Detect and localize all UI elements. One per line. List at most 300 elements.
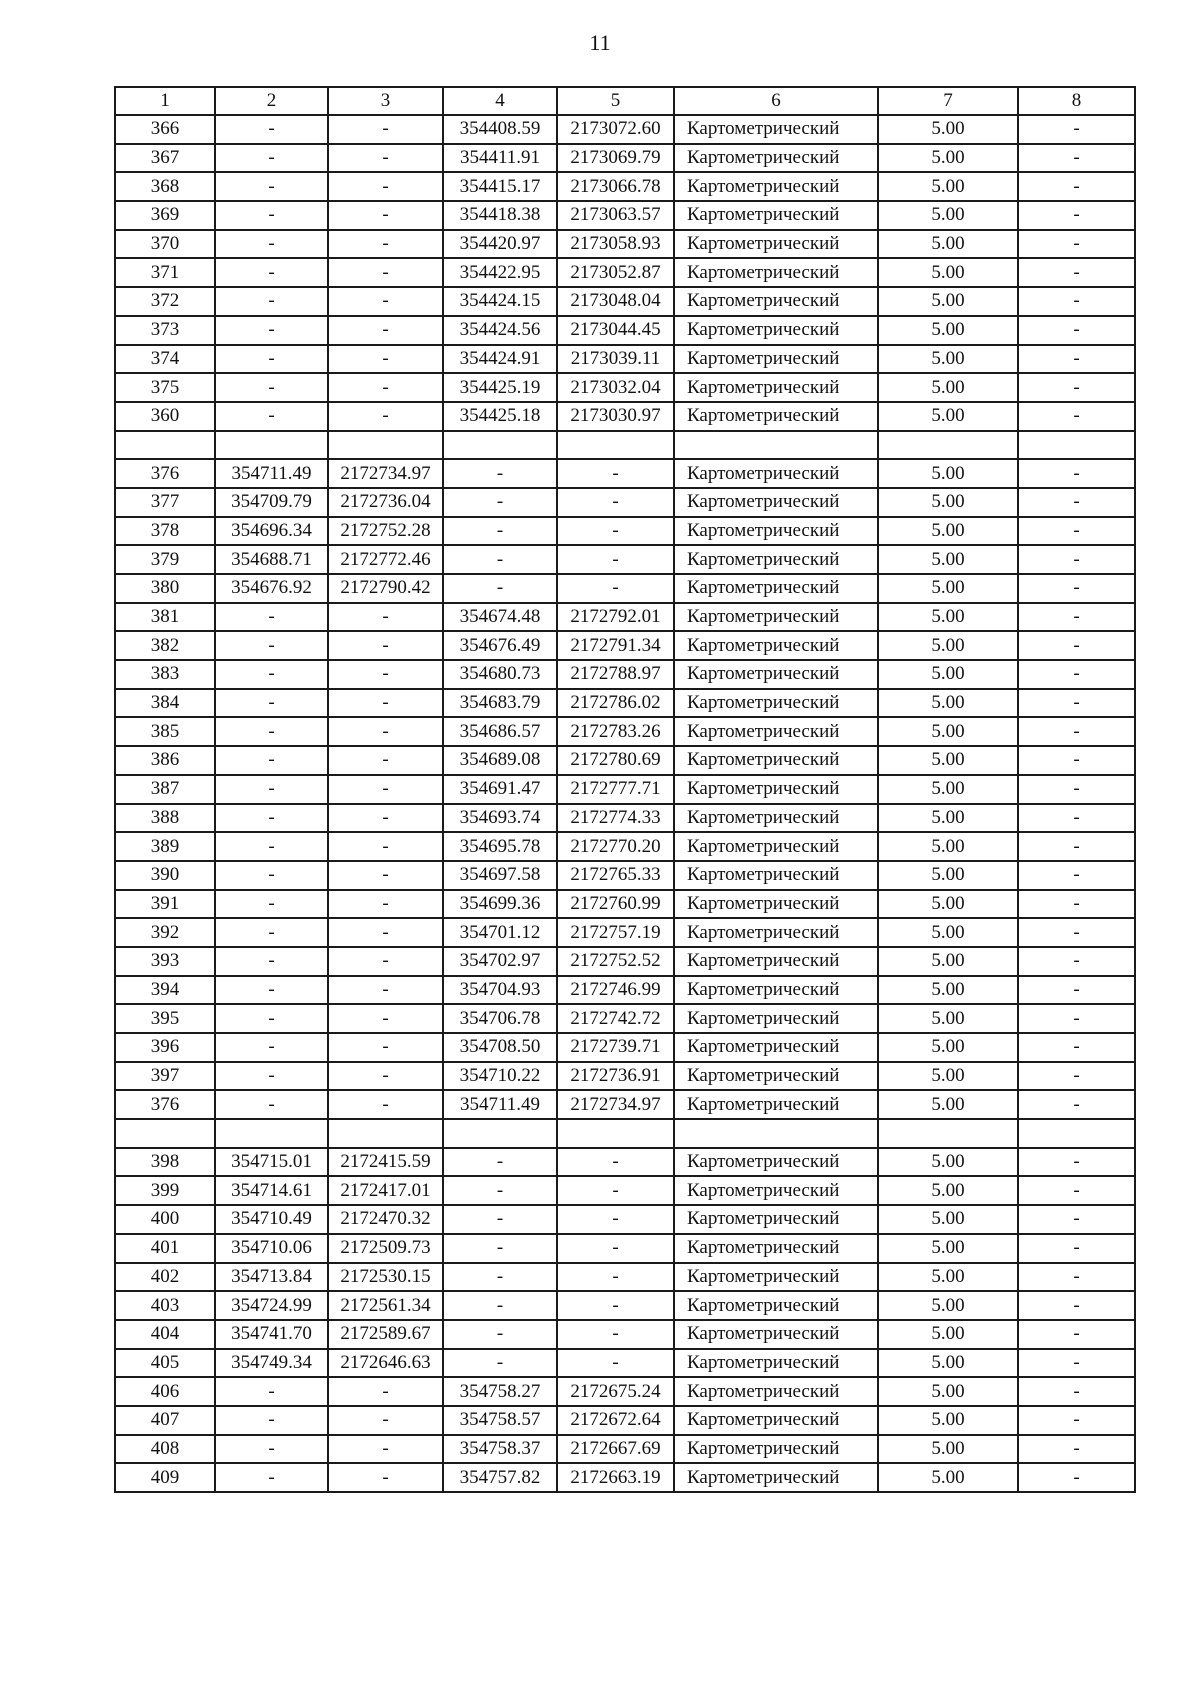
table-row bbox=[115, 431, 1135, 460]
table-cell: - bbox=[328, 115, 443, 144]
table-cell: - bbox=[328, 1004, 443, 1033]
table-cell: - bbox=[215, 115, 328, 144]
table-cell bbox=[557, 1119, 674, 1148]
table-cell: - bbox=[328, 947, 443, 976]
table-cell: - bbox=[1018, 1062, 1135, 1091]
table-cell: 2172672.64 bbox=[557, 1406, 674, 1435]
table-cell: - bbox=[215, 804, 328, 833]
table-cell: 2172770.20 bbox=[557, 832, 674, 861]
table-cell: 354715.01 bbox=[215, 1148, 328, 1177]
table-cell: 354425.19 bbox=[443, 373, 557, 402]
column-header: 2 bbox=[215, 87, 328, 115]
table-header-row bbox=[115, 87, 1135, 115]
table-cell: 354758.37 bbox=[443, 1435, 557, 1464]
table-cell: Картометрический bbox=[674, 459, 878, 488]
table-cell: Картометрический bbox=[674, 345, 878, 374]
table-cell: 378 bbox=[115, 517, 215, 546]
column-header: 8 bbox=[1018, 87, 1135, 115]
table-cell: - bbox=[328, 287, 443, 316]
table-cell: 376 bbox=[115, 459, 215, 488]
table-cell: 354757.82 bbox=[443, 1463, 557, 1492]
table-cell: - bbox=[215, 660, 328, 689]
table-cell: 2172589.67 bbox=[328, 1320, 443, 1349]
table-row bbox=[115, 660, 1135, 689]
table-cell: Картометрический bbox=[674, 1349, 878, 1378]
table-cell: 5.00 bbox=[878, 603, 1018, 632]
table-cell: - bbox=[328, 1406, 443, 1435]
table-cell: 5.00 bbox=[878, 316, 1018, 345]
table-cell: Картометрический bbox=[674, 1320, 878, 1349]
table-cell: 5.00 bbox=[878, 201, 1018, 230]
table-row bbox=[115, 1062, 1135, 1091]
table-cell: - bbox=[1018, 832, 1135, 861]
table-cell: 354713.84 bbox=[215, 1263, 328, 1292]
table-cell: - bbox=[1018, 1320, 1135, 1349]
table-cell: 5.00 bbox=[878, 1004, 1018, 1033]
table-cell: - bbox=[557, 1176, 674, 1205]
table-cell: Картометрический bbox=[674, 230, 878, 259]
table-cell: 2172792.01 bbox=[557, 603, 674, 632]
table-cell: 5.00 bbox=[878, 545, 1018, 574]
table-cell: 380 bbox=[115, 574, 215, 603]
table-cell: 5.00 bbox=[878, 345, 1018, 374]
table-cell: - bbox=[215, 603, 328, 632]
table-row bbox=[115, 890, 1135, 919]
table-cell: 354418.38 bbox=[443, 201, 557, 230]
table-cell: - bbox=[328, 1090, 443, 1119]
table-cell: - bbox=[557, 1234, 674, 1263]
table-cell: - bbox=[1018, 517, 1135, 546]
table-cell: 2172646.63 bbox=[328, 1349, 443, 1378]
table-cell: - bbox=[1018, 746, 1135, 775]
table-cell: Картометрический bbox=[674, 1263, 878, 1292]
table-cell bbox=[215, 1119, 328, 1148]
table-cell: Картометрический bbox=[674, 861, 878, 890]
table-cell: 5.00 bbox=[878, 517, 1018, 546]
table-row bbox=[115, 1176, 1135, 1205]
table-cell: 354693.74 bbox=[443, 804, 557, 833]
table-cell: 372 bbox=[115, 287, 215, 316]
table-cell: - bbox=[1018, 459, 1135, 488]
table-cell: Картометрический bbox=[674, 287, 878, 316]
coordinates-table bbox=[114, 86, 1136, 1493]
table-cell: - bbox=[215, 746, 328, 775]
table-cell: 2172752.28 bbox=[328, 517, 443, 546]
table-cell: - bbox=[328, 804, 443, 833]
table-cell: - bbox=[215, 144, 328, 173]
table-row bbox=[115, 1004, 1135, 1033]
table-cell: 354711.49 bbox=[443, 1090, 557, 1119]
table-row bbox=[115, 947, 1135, 976]
table-cell: - bbox=[215, 1062, 328, 1091]
table-cell: Картометрический bbox=[674, 631, 878, 660]
table-cell: Картометрический bbox=[674, 1090, 878, 1119]
table-cell: 2172760.99 bbox=[557, 890, 674, 919]
table-cell: - bbox=[1018, 1205, 1135, 1234]
table-cell: 2173072.60 bbox=[557, 115, 674, 144]
table-cell: - bbox=[328, 1062, 443, 1091]
table-cell: - bbox=[1018, 545, 1135, 574]
table-cell: - bbox=[328, 373, 443, 402]
table-cell: Картометрический bbox=[674, 890, 878, 919]
table-row bbox=[115, 545, 1135, 574]
table-cell: - bbox=[215, 1090, 328, 1119]
table-cell: 367 bbox=[115, 144, 215, 173]
table-cell: 5.00 bbox=[878, 1377, 1018, 1406]
table-cell: 2172765.33 bbox=[557, 861, 674, 890]
table-cell bbox=[674, 1119, 878, 1148]
table-cell: 354408.59 bbox=[443, 115, 557, 144]
table-row bbox=[115, 775, 1135, 804]
table-cell: 376 bbox=[115, 1090, 215, 1119]
table-cell: - bbox=[215, 316, 328, 345]
table-cell: Картометрический bbox=[674, 201, 878, 230]
table-cell: - bbox=[215, 832, 328, 861]
table-cell bbox=[1018, 1119, 1135, 1148]
table-cell: - bbox=[328, 775, 443, 804]
table-cell: - bbox=[443, 1291, 557, 1320]
table-row bbox=[115, 717, 1135, 746]
table-row bbox=[115, 345, 1135, 374]
table-cell: 409 bbox=[115, 1463, 215, 1492]
table-cell: 5.00 bbox=[878, 717, 1018, 746]
table-cell: 392 bbox=[115, 918, 215, 947]
table-cell: 354688.71 bbox=[215, 545, 328, 574]
table-row bbox=[115, 230, 1135, 259]
table-cell: - bbox=[215, 287, 328, 316]
table-cell: - bbox=[1018, 1176, 1135, 1205]
table-cell: Картометрический bbox=[674, 1148, 878, 1177]
table-cell: 5.00 bbox=[878, 258, 1018, 287]
table-cell bbox=[557, 431, 674, 460]
table-row bbox=[115, 287, 1135, 316]
table-cell: - bbox=[1018, 115, 1135, 144]
table-cell: - bbox=[328, 918, 443, 947]
table-cell: 354683.79 bbox=[443, 689, 557, 718]
table-cell: 360 bbox=[115, 402, 215, 431]
table-cell: 383 bbox=[115, 660, 215, 689]
table-cell: Картометрический bbox=[674, 373, 878, 402]
table-row bbox=[115, 1033, 1135, 1062]
table-cell: 2173052.87 bbox=[557, 258, 674, 287]
table-cell: - bbox=[215, 1435, 328, 1464]
table-cell: Картометрический bbox=[674, 660, 878, 689]
table-cell: 2172777.71 bbox=[557, 775, 674, 804]
table-cell: 2172791.34 bbox=[557, 631, 674, 660]
table-cell bbox=[1018, 431, 1135, 460]
table-cell: 393 bbox=[115, 947, 215, 976]
table-cell: - bbox=[443, 1234, 557, 1263]
table-cell: - bbox=[1018, 689, 1135, 718]
table-cell bbox=[215, 431, 328, 460]
table-cell: 400 bbox=[115, 1205, 215, 1234]
table-cell: - bbox=[215, 890, 328, 919]
table-cell: 388 bbox=[115, 804, 215, 833]
table-cell: 405 bbox=[115, 1349, 215, 1378]
table-cell: - bbox=[1018, 287, 1135, 316]
table-cell: - bbox=[328, 316, 443, 345]
table-cell: 354697.58 bbox=[443, 861, 557, 890]
table-cell: - bbox=[1018, 488, 1135, 517]
table-cell: - bbox=[443, 1263, 557, 1292]
table-cell: Картометрический bbox=[674, 1435, 878, 1464]
column-header: 6 bbox=[674, 87, 878, 115]
table-cell: - bbox=[215, 775, 328, 804]
table-cell: 399 bbox=[115, 1176, 215, 1205]
table-cell bbox=[443, 431, 557, 460]
table-cell: Картометрический bbox=[674, 603, 878, 632]
table-cell: - bbox=[328, 861, 443, 890]
table-cell: - bbox=[1018, 144, 1135, 173]
table-cell: 5.00 bbox=[878, 488, 1018, 517]
table-cell: - bbox=[328, 832, 443, 861]
table-cell: 5.00 bbox=[878, 1234, 1018, 1263]
table-cell: 2172509.73 bbox=[328, 1234, 443, 1263]
table-cell: Картометрический bbox=[674, 947, 878, 976]
column-header: 4 bbox=[443, 87, 557, 115]
table-cell: Картометрический bbox=[674, 115, 878, 144]
table-cell: - bbox=[1018, 1463, 1135, 1492]
table-cell: 382 bbox=[115, 631, 215, 660]
table-cell bbox=[115, 1119, 215, 1148]
table-cell: Картометрический bbox=[674, 1205, 878, 1234]
table-cell: 2172786.02 bbox=[557, 689, 674, 718]
table-cell: - bbox=[328, 746, 443, 775]
table-cell: Картометрический bbox=[674, 172, 878, 201]
table-row bbox=[115, 1205, 1135, 1234]
table-cell: - bbox=[557, 574, 674, 603]
table-cell: - bbox=[1018, 574, 1135, 603]
table-cell: - bbox=[328, 976, 443, 1005]
table-row bbox=[115, 1148, 1135, 1177]
table-cell: 2172746.99 bbox=[557, 976, 674, 1005]
table-cell: 2172780.69 bbox=[557, 746, 674, 775]
table-cell: 354741.70 bbox=[215, 1320, 328, 1349]
table-cell: Картометрический bbox=[674, 746, 878, 775]
table-cell: 354686.57 bbox=[443, 717, 557, 746]
table-cell: - bbox=[443, 574, 557, 603]
table-cell: 2172739.71 bbox=[557, 1033, 674, 1062]
table-cell: 2172742.72 bbox=[557, 1004, 674, 1033]
table-cell: - bbox=[215, 1033, 328, 1062]
table-cell: 354749.34 bbox=[215, 1349, 328, 1378]
table-cell: 398 bbox=[115, 1148, 215, 1177]
table-row bbox=[115, 689, 1135, 718]
table-cell bbox=[878, 1119, 1018, 1148]
table-cell: 403 bbox=[115, 1291, 215, 1320]
table-cell: - bbox=[557, 459, 674, 488]
table-cell: 5.00 bbox=[878, 1291, 1018, 1320]
table-cell: - bbox=[1018, 1377, 1135, 1406]
table-cell: 396 bbox=[115, 1033, 215, 1062]
table-cell: - bbox=[215, 689, 328, 718]
table-cell: 2172736.91 bbox=[557, 1062, 674, 1091]
table-cell: 2172790.42 bbox=[328, 574, 443, 603]
table-cell: - bbox=[443, 1320, 557, 1349]
table-row bbox=[115, 1119, 1135, 1148]
table-cell: 354424.91 bbox=[443, 345, 557, 374]
table-cell: - bbox=[328, 1377, 443, 1406]
table-cell: 374 bbox=[115, 345, 215, 374]
table-cell: 354695.78 bbox=[443, 832, 557, 861]
table-cell: 5.00 bbox=[878, 172, 1018, 201]
table-cell: Картометрический bbox=[674, 1377, 878, 1406]
table-cell: 354699.36 bbox=[443, 890, 557, 919]
table-cell: 2173044.45 bbox=[557, 316, 674, 345]
table-cell: - bbox=[443, 459, 557, 488]
table-cell: 354676.49 bbox=[443, 631, 557, 660]
table-cell: 375 bbox=[115, 373, 215, 402]
table-cell: - bbox=[1018, 1090, 1135, 1119]
table-row bbox=[115, 1435, 1135, 1464]
column-header: 7 bbox=[878, 87, 1018, 115]
table-cell: 386 bbox=[115, 746, 215, 775]
table-cell bbox=[878, 431, 1018, 460]
table-cell: - bbox=[215, 1406, 328, 1435]
table-cell: 5.00 bbox=[878, 1205, 1018, 1234]
table-cell: 395 bbox=[115, 1004, 215, 1033]
table-row bbox=[115, 861, 1135, 890]
table-cell: Картометрический bbox=[674, 717, 878, 746]
table-cell: 354411.91 bbox=[443, 144, 557, 173]
table-cell: - bbox=[328, 1463, 443, 1492]
table-cell: Картометрический bbox=[674, 402, 878, 431]
column-header: 3 bbox=[328, 87, 443, 115]
table-cell: 373 bbox=[115, 316, 215, 345]
table-cell: Картометрический bbox=[674, 517, 878, 546]
table-cell: 2172783.26 bbox=[557, 717, 674, 746]
table-cell: - bbox=[215, 230, 328, 259]
table-cell: 354710.22 bbox=[443, 1062, 557, 1091]
table-cell: 5.00 bbox=[878, 890, 1018, 919]
table-cell: - bbox=[328, 890, 443, 919]
table-cell: 2172663.19 bbox=[557, 1463, 674, 1492]
table-cell: 2173030.97 bbox=[557, 402, 674, 431]
table-cell: 2172752.52 bbox=[557, 947, 674, 976]
table-row bbox=[115, 1320, 1135, 1349]
table-cell: 354708.50 bbox=[443, 1033, 557, 1062]
table-cell: 5.00 bbox=[878, 660, 1018, 689]
table-cell: - bbox=[1018, 717, 1135, 746]
table-cell: 369 bbox=[115, 201, 215, 230]
table-cell: 5.00 bbox=[878, 1320, 1018, 1349]
table-cell: 354711.49 bbox=[215, 459, 328, 488]
column-header: 1 bbox=[115, 87, 215, 115]
table-cell: 354680.73 bbox=[443, 660, 557, 689]
table-cell: - bbox=[215, 717, 328, 746]
table-cell: 2173032.04 bbox=[557, 373, 674, 402]
table-cell: 408 bbox=[115, 1435, 215, 1464]
table-cell: 5.00 bbox=[878, 1148, 1018, 1177]
table-cell: - bbox=[215, 172, 328, 201]
table-cell: 5.00 bbox=[878, 373, 1018, 402]
table-cell: - bbox=[1018, 1263, 1135, 1292]
table-cell: 354424.15 bbox=[443, 287, 557, 316]
table-cell: - bbox=[215, 976, 328, 1005]
table-cell: 354758.27 bbox=[443, 1377, 557, 1406]
table-cell: - bbox=[557, 1291, 674, 1320]
table-cell: - bbox=[328, 717, 443, 746]
table-row bbox=[115, 832, 1135, 861]
table-cell: 354710.49 bbox=[215, 1205, 328, 1234]
table-cell: Картометрический bbox=[674, 1291, 878, 1320]
table-cell: 2173066.78 bbox=[557, 172, 674, 201]
table-cell: 387 bbox=[115, 775, 215, 804]
table-cell: 354691.47 bbox=[443, 775, 557, 804]
table-row bbox=[115, 804, 1135, 833]
table-cell: - bbox=[328, 1435, 443, 1464]
table-cell: Картометрический bbox=[674, 976, 878, 1005]
table-row bbox=[115, 488, 1135, 517]
table-cell: - bbox=[215, 1004, 328, 1033]
table-cell: - bbox=[1018, 1349, 1135, 1378]
table-cell: Картометрический bbox=[674, 832, 878, 861]
table-cell: 5.00 bbox=[878, 1033, 1018, 1062]
table-cell: 2172417.01 bbox=[328, 1176, 443, 1205]
table-row bbox=[115, 1463, 1135, 1492]
table-cell: Картометрический bbox=[674, 574, 878, 603]
table-row bbox=[115, 1234, 1135, 1263]
table-cell: - bbox=[443, 1148, 557, 1177]
table-cell: 5.00 bbox=[878, 775, 1018, 804]
table-cell: 379 bbox=[115, 545, 215, 574]
table-cell: 354420.97 bbox=[443, 230, 557, 259]
table-cell: - bbox=[557, 1205, 674, 1234]
table-cell: - bbox=[328, 230, 443, 259]
table-cell: - bbox=[1018, 1406, 1135, 1435]
table-cell: - bbox=[215, 947, 328, 976]
table-cell: - bbox=[1018, 345, 1135, 374]
table-cell: 2172788.97 bbox=[557, 660, 674, 689]
table-cell: Картометрический bbox=[674, 1004, 878, 1033]
table-cell: 354701.12 bbox=[443, 918, 557, 947]
table-cell: - bbox=[215, 345, 328, 374]
table-cell: 5.00 bbox=[878, 1349, 1018, 1378]
table-cell: 5.00 bbox=[878, 1176, 1018, 1205]
table-cell: 354424.56 bbox=[443, 316, 557, 345]
table-cell: 354710.06 bbox=[215, 1234, 328, 1263]
table-cell: 394 bbox=[115, 976, 215, 1005]
table-row bbox=[115, 976, 1135, 1005]
table-cell: 2172734.97 bbox=[557, 1090, 674, 1119]
table-row bbox=[115, 1406, 1135, 1435]
table-cell: 5.00 bbox=[878, 1406, 1018, 1435]
table-row bbox=[115, 574, 1135, 603]
table-cell: - bbox=[1018, 861, 1135, 890]
table-row bbox=[115, 172, 1135, 201]
table-cell: 354696.34 bbox=[215, 517, 328, 546]
table-row bbox=[115, 373, 1135, 402]
table-cell: 2172734.97 bbox=[328, 459, 443, 488]
table-cell: - bbox=[557, 488, 674, 517]
table-cell: - bbox=[328, 689, 443, 718]
table-row bbox=[115, 1377, 1135, 1406]
table-row bbox=[115, 517, 1135, 546]
table-cell: - bbox=[215, 258, 328, 287]
table-cell: - bbox=[1018, 603, 1135, 632]
table-cell: 2172675.24 bbox=[557, 1377, 674, 1406]
table-cell: 5.00 bbox=[878, 574, 1018, 603]
table-cell: 397 bbox=[115, 1062, 215, 1091]
table-row bbox=[115, 746, 1135, 775]
table-cell: - bbox=[557, 1320, 674, 1349]
table-cell: 5.00 bbox=[878, 861, 1018, 890]
table-row bbox=[115, 316, 1135, 345]
table-cell: Картометрический bbox=[674, 488, 878, 517]
table-cell: - bbox=[1018, 1291, 1135, 1320]
table-cell: - bbox=[557, 545, 674, 574]
table-cell: 354689.08 bbox=[443, 746, 557, 775]
